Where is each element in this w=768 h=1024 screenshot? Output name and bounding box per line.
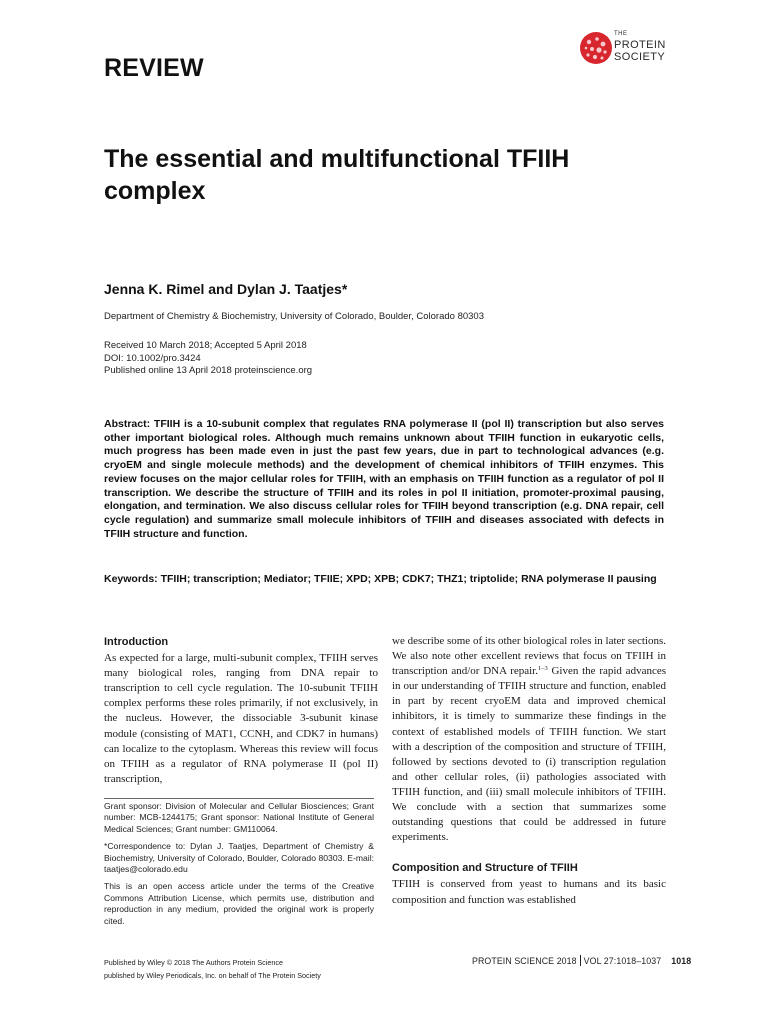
citation-superscript: 1–3 bbox=[537, 665, 548, 673]
footer-publisher bbox=[104, 956, 321, 983]
footer-publisher-line1: Published by Wiley © 2018 The Authors Protein Science bbox=[104, 958, 283, 967]
received-accepted-dates: Received 10 March 2018; Accepted 5 April 2018 bbox=[104, 340, 307, 351]
section-heading-introduction: Introduction bbox=[104, 636, 169, 648]
logo-line-protein: PROTEIN bbox=[614, 39, 666, 51]
intro-continued-text-b: Given the rapid advances in our understanding of TFIIH structure and function, enabled in part by recent cryoEM data and improved chemical inhibitors, it is timely to summarize these findings in the context of established models of TFIIH function. We start with a description of the composition and structure of TFIIH, followed by sections devoted to (i) transcription regulation and other cellular roles, (ii) pathologies associated with TFIIH function, and (iii) small molecule inhibitors of TFIIH. We conclude with a section that summarizes some outstanding questions that could be addressed in future experiments. bbox=[392, 665, 666, 844]
section-heading-composition: Composition and Structure of TFIIH bbox=[392, 862, 578, 875]
keywords: Keywords: TFIIH; transcription; Mediator; TFIIE; XPD; XPB; CDK7; THZ1; triptolide; RNA polymerase II pausing bbox=[104, 573, 657, 585]
footnote-license: This is an open access article under the terms of the Creative Commons Attribution License, which permits use, distribution and reproduction in any medium, provided the original work is properly cited. bbox=[104, 881, 374, 926]
footer-separator bbox=[580, 955, 581, 966]
footer-citation bbox=[472, 955, 691, 966]
article-authors: Jenna K. Rimel and Dylan J. Taatjes* bbox=[104, 281, 348, 297]
footer-publisher-line2: published by Wiley Periodicals, Inc. on behalf of The Protein Society bbox=[104, 971, 321, 981]
article-title: The essential and multifunctional TFIIH complex bbox=[104, 145, 570, 205]
composition-paragraph: TFIIH is conserved from yeast to humans and its basic composition and function was established bbox=[392, 878, 666, 906]
logo-line-society: SOCIETY bbox=[614, 51, 666, 63]
footer-volume: VOL 27:1018–1037 bbox=[583, 956, 662, 966]
body-column-right bbox=[392, 634, 666, 908]
footer-journal: PROTEIN SCIENCE 2018 bbox=[472, 956, 577, 966]
article-type-label: REVIEW bbox=[104, 54, 204, 82]
intro-paragraph: As expected for a large, multi-subunit complex, TFIIH serves many biological roles, ranging from DNA repair to transcription to cell cycle regulation. The 10-subunit TFIIH complex performs these roles primarily, if not exclusively, in the nucleus. However, the dissociable 3-subunit kinase module (consisting of MAT1, CCNH, and CDK7 in humans) can localize to the cytoplasm. Whereas this review will focus on TFIIH as a regulator of RNA polymerase II (pol II) transcription, bbox=[104, 652, 378, 785]
footnote-grants: Grant sponsor: Division of Molecular and Cellular Biosciences; Grant number: MCB-1244175; Grant sponsor: National Institute of General Medical Sciences; Grant number: GM110064. bbox=[104, 801, 374, 834]
article-doi: DOI: 10.1002/pro.3424 bbox=[104, 352, 201, 364]
logo-line-the: THE bbox=[614, 31, 628, 37]
protein-society-logo-icon bbox=[578, 30, 614, 66]
abstract: Abstract: TFIIH is a 10-subunit complex that regulates RNA polymerase II (pol II) transcription but also serves other important biological roles. Although much remains unknown about TFIIH function in eukaryotic cells, much progress has been made even in just the past few years, due in part to technological advances (e.g. cryoEM and single molecule methods) and the development of chemical inhibitors of TFIIH enzymes. This review focuses on the major cellular roles for TFIIH, with an emphasis on TFIIH function as a regulator of pol II transcription. We describe the structure of TFIIH and its roles in pol II initiation, promoter-proximal pausing, elongation, and termination. We also discuss cellular roles for TFIIH beyond transcription (e.g. DNA repair, cell cycle regulation) and summarize small molecule inhibitors of TFIIH and diseases associated with defects in TFIIH structure and function. bbox=[104, 418, 664, 540]
footnotes bbox=[104, 801, 374, 933]
intro-continued-text-a: we describe some of its other biological roles in later sections. We also note other excellent reviews that focus on TFIIH in transcription and/or DNA repair. bbox=[392, 635, 667, 678]
body-column-left bbox=[104, 635, 378, 787]
footnote-divider bbox=[104, 798, 374, 799]
publication-info bbox=[104, 340, 312, 378]
published-online: Published online 13 April 2018 proteinscience.org bbox=[104, 365, 313, 376]
author-affiliation: Department of Chemistry & Biochemistry, University of Colorado, Boulder, Colorado 80303 bbox=[104, 311, 484, 322]
logo-wordmark bbox=[614, 29, 666, 63]
footnote-correspondence: *Correspondence to: Dylan J. Taatjes, Department of Chemistry & Biochemistry, University of Colorado, Boulder, Colorado 80303. E-mail: taatjes@colorado.edu bbox=[104, 841, 374, 875]
protein-society-logo bbox=[578, 28, 688, 68]
page-number: 1018 bbox=[671, 956, 692, 966]
intro-continued-paragraph bbox=[392, 634, 666, 845]
